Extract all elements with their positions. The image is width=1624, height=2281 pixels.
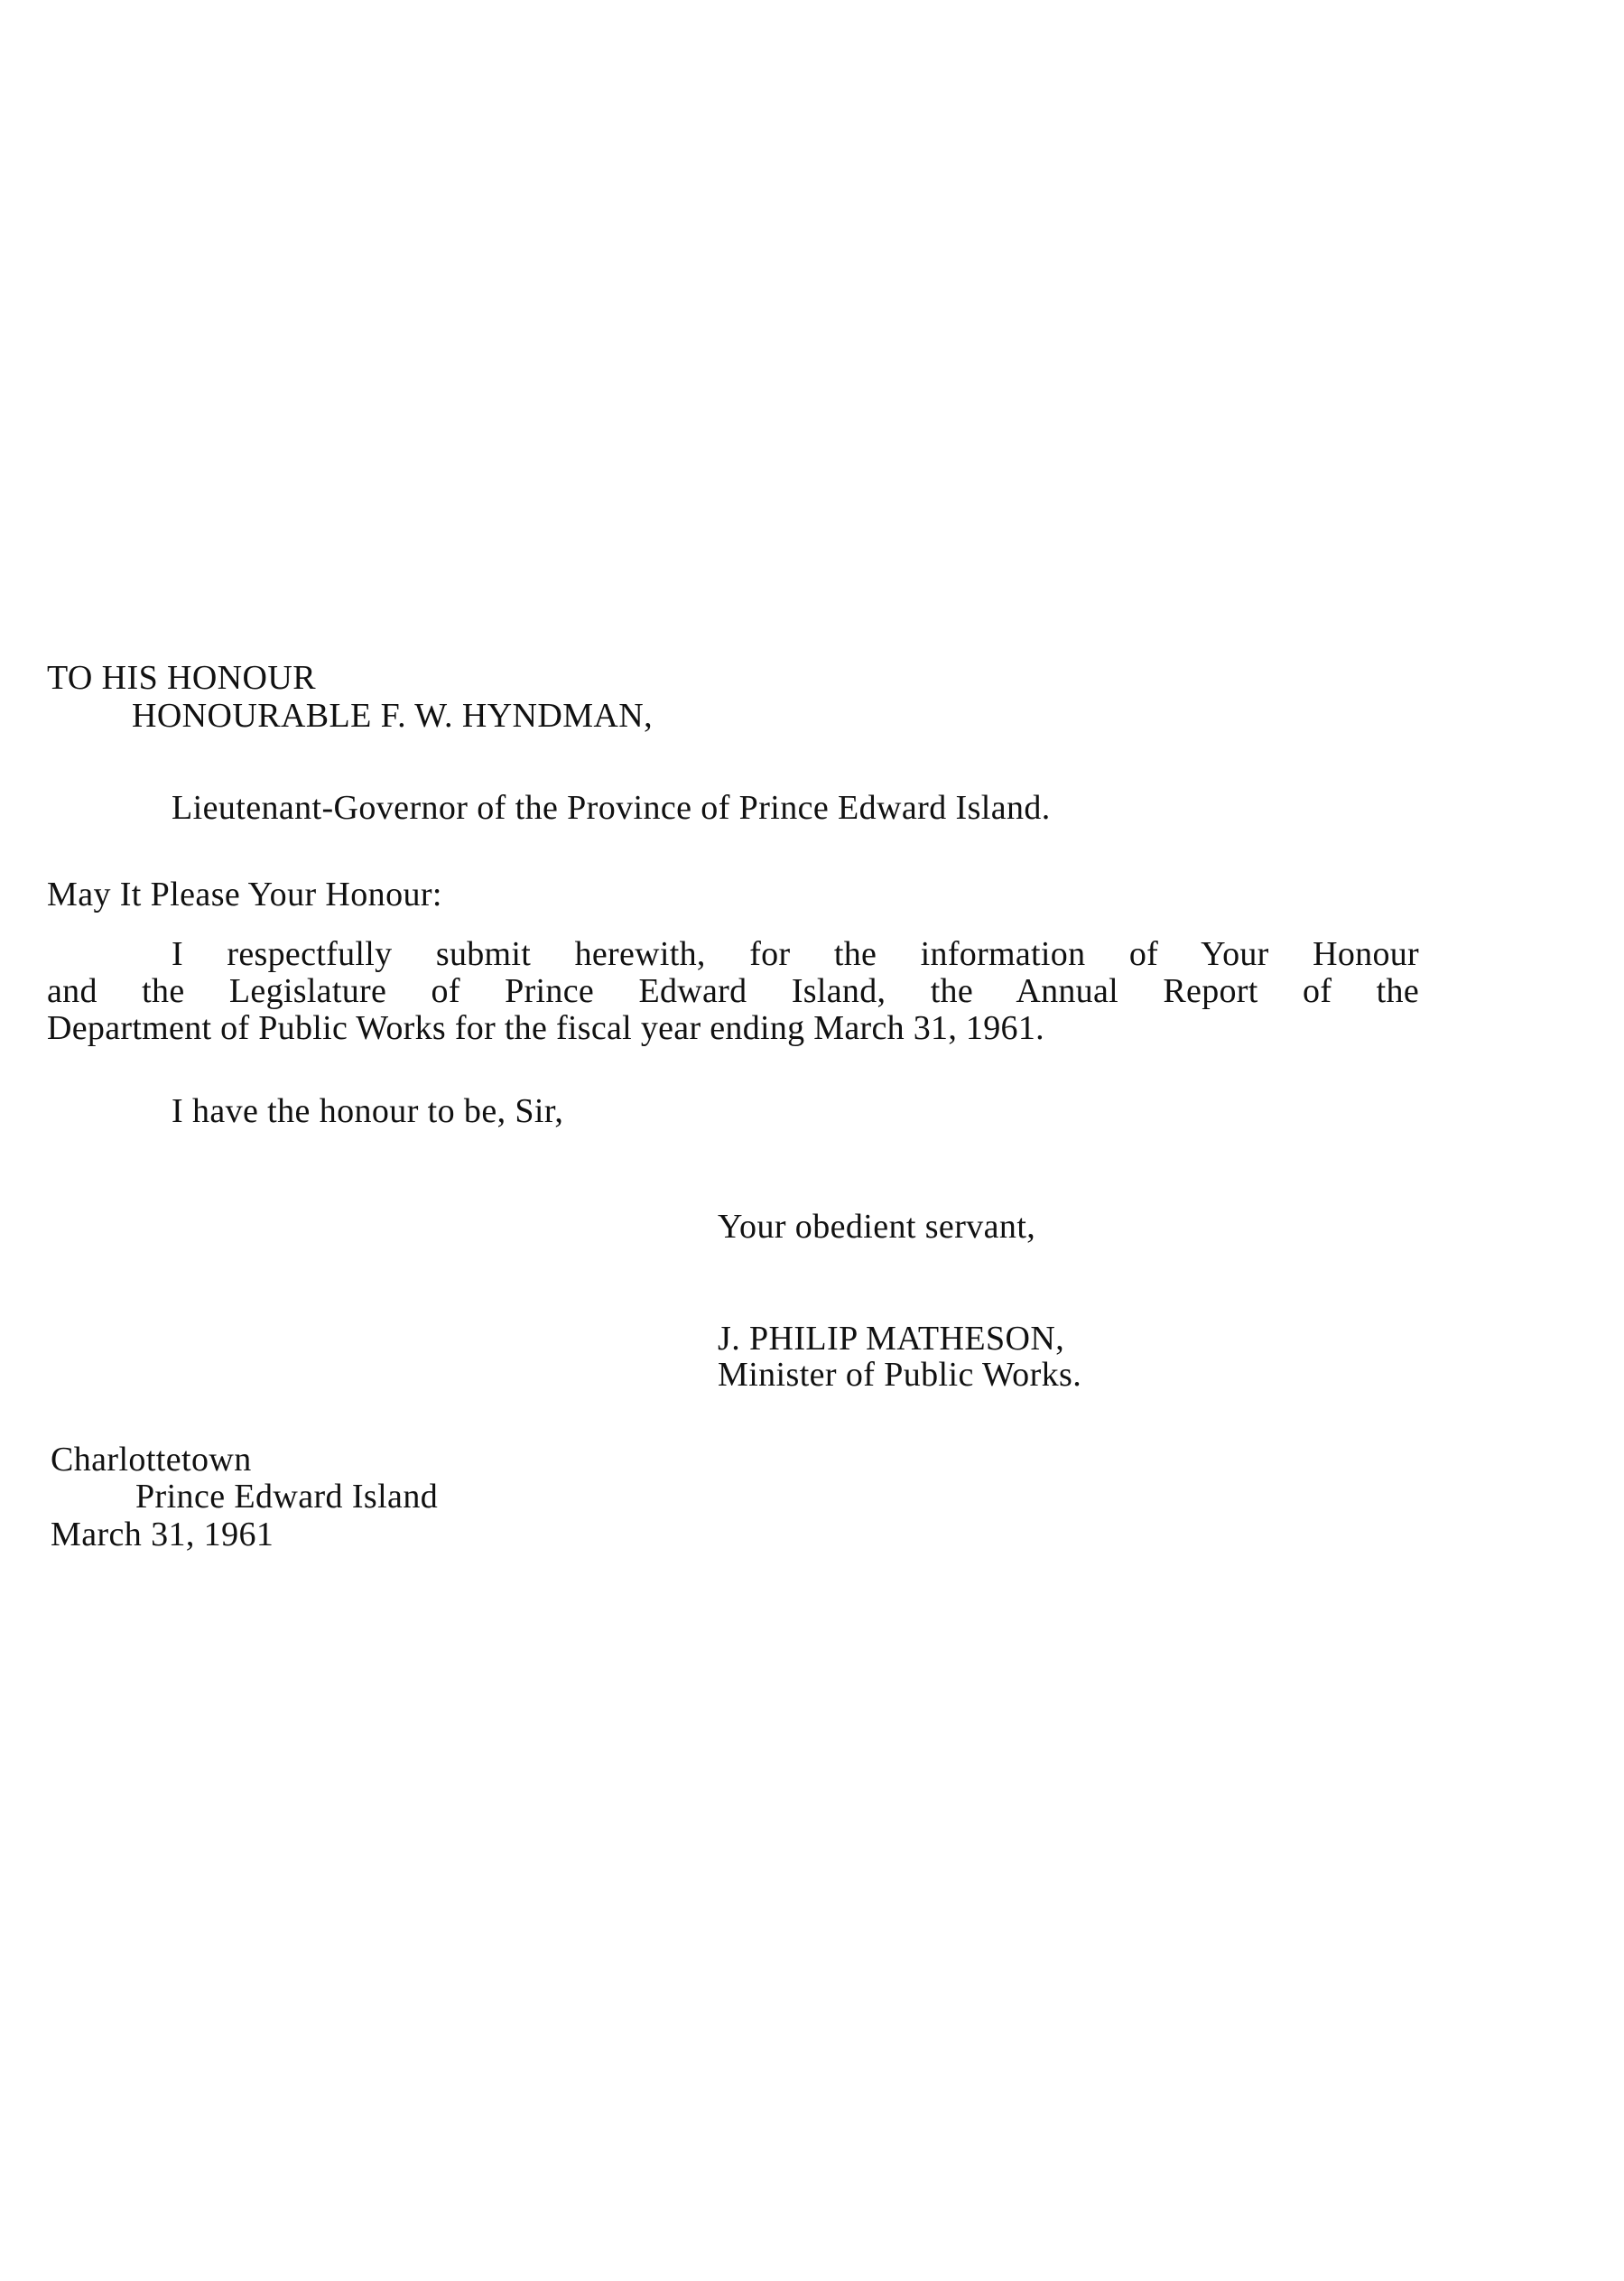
place-city: Charlottetown [51, 1441, 252, 1479]
signatory-position: Minister of Public Works. [718, 1356, 1082, 1394]
addressee-line-2: HONOURABLE F. W. HYNDMAN, [132, 697, 653, 735]
body-line-2: and the Legislature of Prince Edward Island, the Annual Report of the [47, 972, 1419, 1010]
closing-phrase: I have the honour to be, Sir, [172, 1092, 564, 1130]
letter-date: March 31, 1961 [51, 1516, 274, 1553]
body-line-3: Department of Public Works for the fiscal year ending March 31, 1961. [47, 1009, 1044, 1047]
addressee-line-1: TO HIS HONOUR [47, 659, 316, 697]
body-paragraph [47, 936, 1419, 1047]
body-line-1: I respectfully submit herewith, for the information of Your Honour [172, 935, 1419, 973]
place-province: Prince Edward Island [135, 1478, 439, 1516]
valediction: Your obedient servant, [718, 1208, 1036, 1246]
salutation: May It Please Your Honour: [47, 876, 442, 913]
signatory-name: J. PHILIP MATHESON, [718, 1320, 1065, 1358]
addressee-title: Lieutenant-Governor of the Province of Prince Edward Island. [172, 789, 1051, 827]
